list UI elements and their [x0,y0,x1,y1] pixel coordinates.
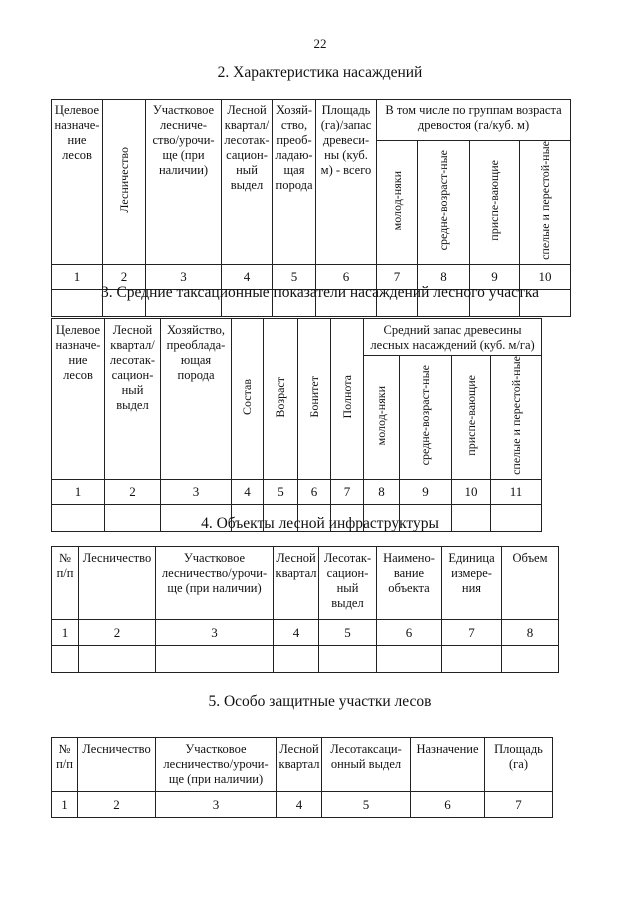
section-5-title: 5. Особо защитные участки лесов [208,693,432,710]
header-quarter: Лесной квартал [274,547,319,620]
column-number: 9 [470,264,520,289]
column-number: 5 [322,792,411,818]
column-number: 10 [520,264,571,289]
header-district-forestry: Участковое лесничество/урочи-ще (при наличии) [156,738,277,792]
header-row-number: № п/п [52,547,79,620]
column-number: 10 [452,479,491,504]
column-number: 3 [161,479,232,504]
header-area-stock-total: Площадь (га)/запас древеси-ны (куб. м) - всего [316,100,377,265]
column-number: 2 [79,620,156,646]
page-number: 22 [313,36,327,51]
subheader-maturing: приспе-вающие [452,356,491,480]
header-district-forestry: Участковое лесничество/урочи-ще (при наличии) [156,547,274,620]
header-age: Возраст [264,319,298,480]
column-number: 5 [319,620,377,646]
section-2-title: 2. Характеристика насаждений [217,64,423,81]
column-number: 3 [156,620,274,646]
column-number: 3 [156,792,277,818]
header-quarter: Лесной квартал [277,738,322,792]
column-number: 9 [400,479,452,504]
column-number: 3 [146,264,222,289]
empty-cell [502,646,559,673]
header-allotment: Лесотаксаци-онный выдел [322,738,411,792]
column-number: 7 [485,792,553,818]
column-number: 7 [442,620,502,646]
column-number: 5 [264,479,298,504]
column-number: 6 [377,620,442,646]
subheader-young: молод-няки [377,141,418,265]
header-economy-species: Хозяй-ство, преоб-ладаю-щая порода [273,100,316,265]
header-target-purpose: Целевое назначе-ние лесов [52,100,103,265]
column-number: 1 [52,792,78,818]
column-number: 4 [274,620,319,646]
header-area: Площадь (га) [485,738,553,792]
header-forestry: Лесничество [79,547,156,620]
section-4-title: 4. Объекты лесной инфраструктуры [201,515,439,532]
header-density: Полнота [331,319,364,480]
header-allotment: Лесотак-сацион-ный выдел [319,547,377,620]
subheader-maturing: приспе-вающие [470,141,520,265]
column-number: 4 [232,479,264,504]
header-average-stock: Средний запас древесины лесных насаждений (куб. м/га) [364,319,542,356]
section-3-title: 3. Средние таксационные показатели насаждений лесного участка [100,284,540,301]
header-site-class: Бонитет [298,319,331,480]
column-number: 6 [316,264,377,289]
column-number: 8 [502,620,559,646]
column-number: 7 [377,264,418,289]
column-number: 5 [273,264,316,289]
column-number: 11 [491,479,542,504]
header-economy-species: Хозяйство, преоблада-ющая порода [161,319,232,480]
header-target-purpose: Целевое назначе-ние лесов [52,319,105,480]
empty-cell [319,646,377,673]
header-row-number: № п/п [52,738,78,792]
empty-cell [377,646,442,673]
column-number: 4 [277,792,322,818]
subheader-middle-aged: средне-возраст-ные [400,356,452,480]
column-number: 7 [331,479,364,504]
empty-cell [156,646,274,673]
empty-cell [79,646,156,673]
column-number: 2 [103,264,146,289]
header-quarter-allotment: Лесной квартал/ лесотак-сацион-ный выдел [105,319,161,480]
header-purpose: Назначение [411,738,485,792]
column-number: 1 [52,479,105,504]
subheader-middle-aged: средне-возраст-ные [418,141,470,265]
header-age-groups: В том числе по группам возраста древостоя (га/куб. м) [377,100,571,141]
column-number: 4 [222,264,273,289]
empty-cell [52,646,79,673]
table-protective-areas [51,737,553,818]
header-quarter-allotment: Лесной квартал/ лесотак-сацион-ный выдел [222,100,273,265]
subheader-mature-overmature: спелые и перестой-ные [491,356,542,480]
column-number: 2 [105,479,161,504]
column-number: 8 [364,479,400,504]
empty-row [52,646,559,673]
header-district-forestry: Участковое лесниче-ство/урочи-ще (при наличии) [146,100,222,265]
header-forestry: Лесничество [78,738,156,792]
subheader-mature-overmature: спелые и перестой-ные [520,141,571,265]
column-number: 6 [411,792,485,818]
header-unit: Единица измере-ния [442,547,502,620]
header-volume: Объем [502,547,559,620]
column-number: 8 [418,264,470,289]
subheader-young: молод-няки [364,356,400,480]
header-object-name: Наимено-вание объекта [377,547,442,620]
column-number: 2 [78,792,156,818]
empty-cell [442,646,502,673]
table-forest-infrastructure [51,546,559,673]
header-composition: Состав [232,319,264,480]
empty-cell [274,646,319,673]
header-forestry: Лесничество [103,100,146,265]
column-number: 1 [52,264,103,289]
table-average-inventory [51,318,542,532]
column-number: 1 [52,620,79,646]
column-number: 6 [298,479,331,504]
